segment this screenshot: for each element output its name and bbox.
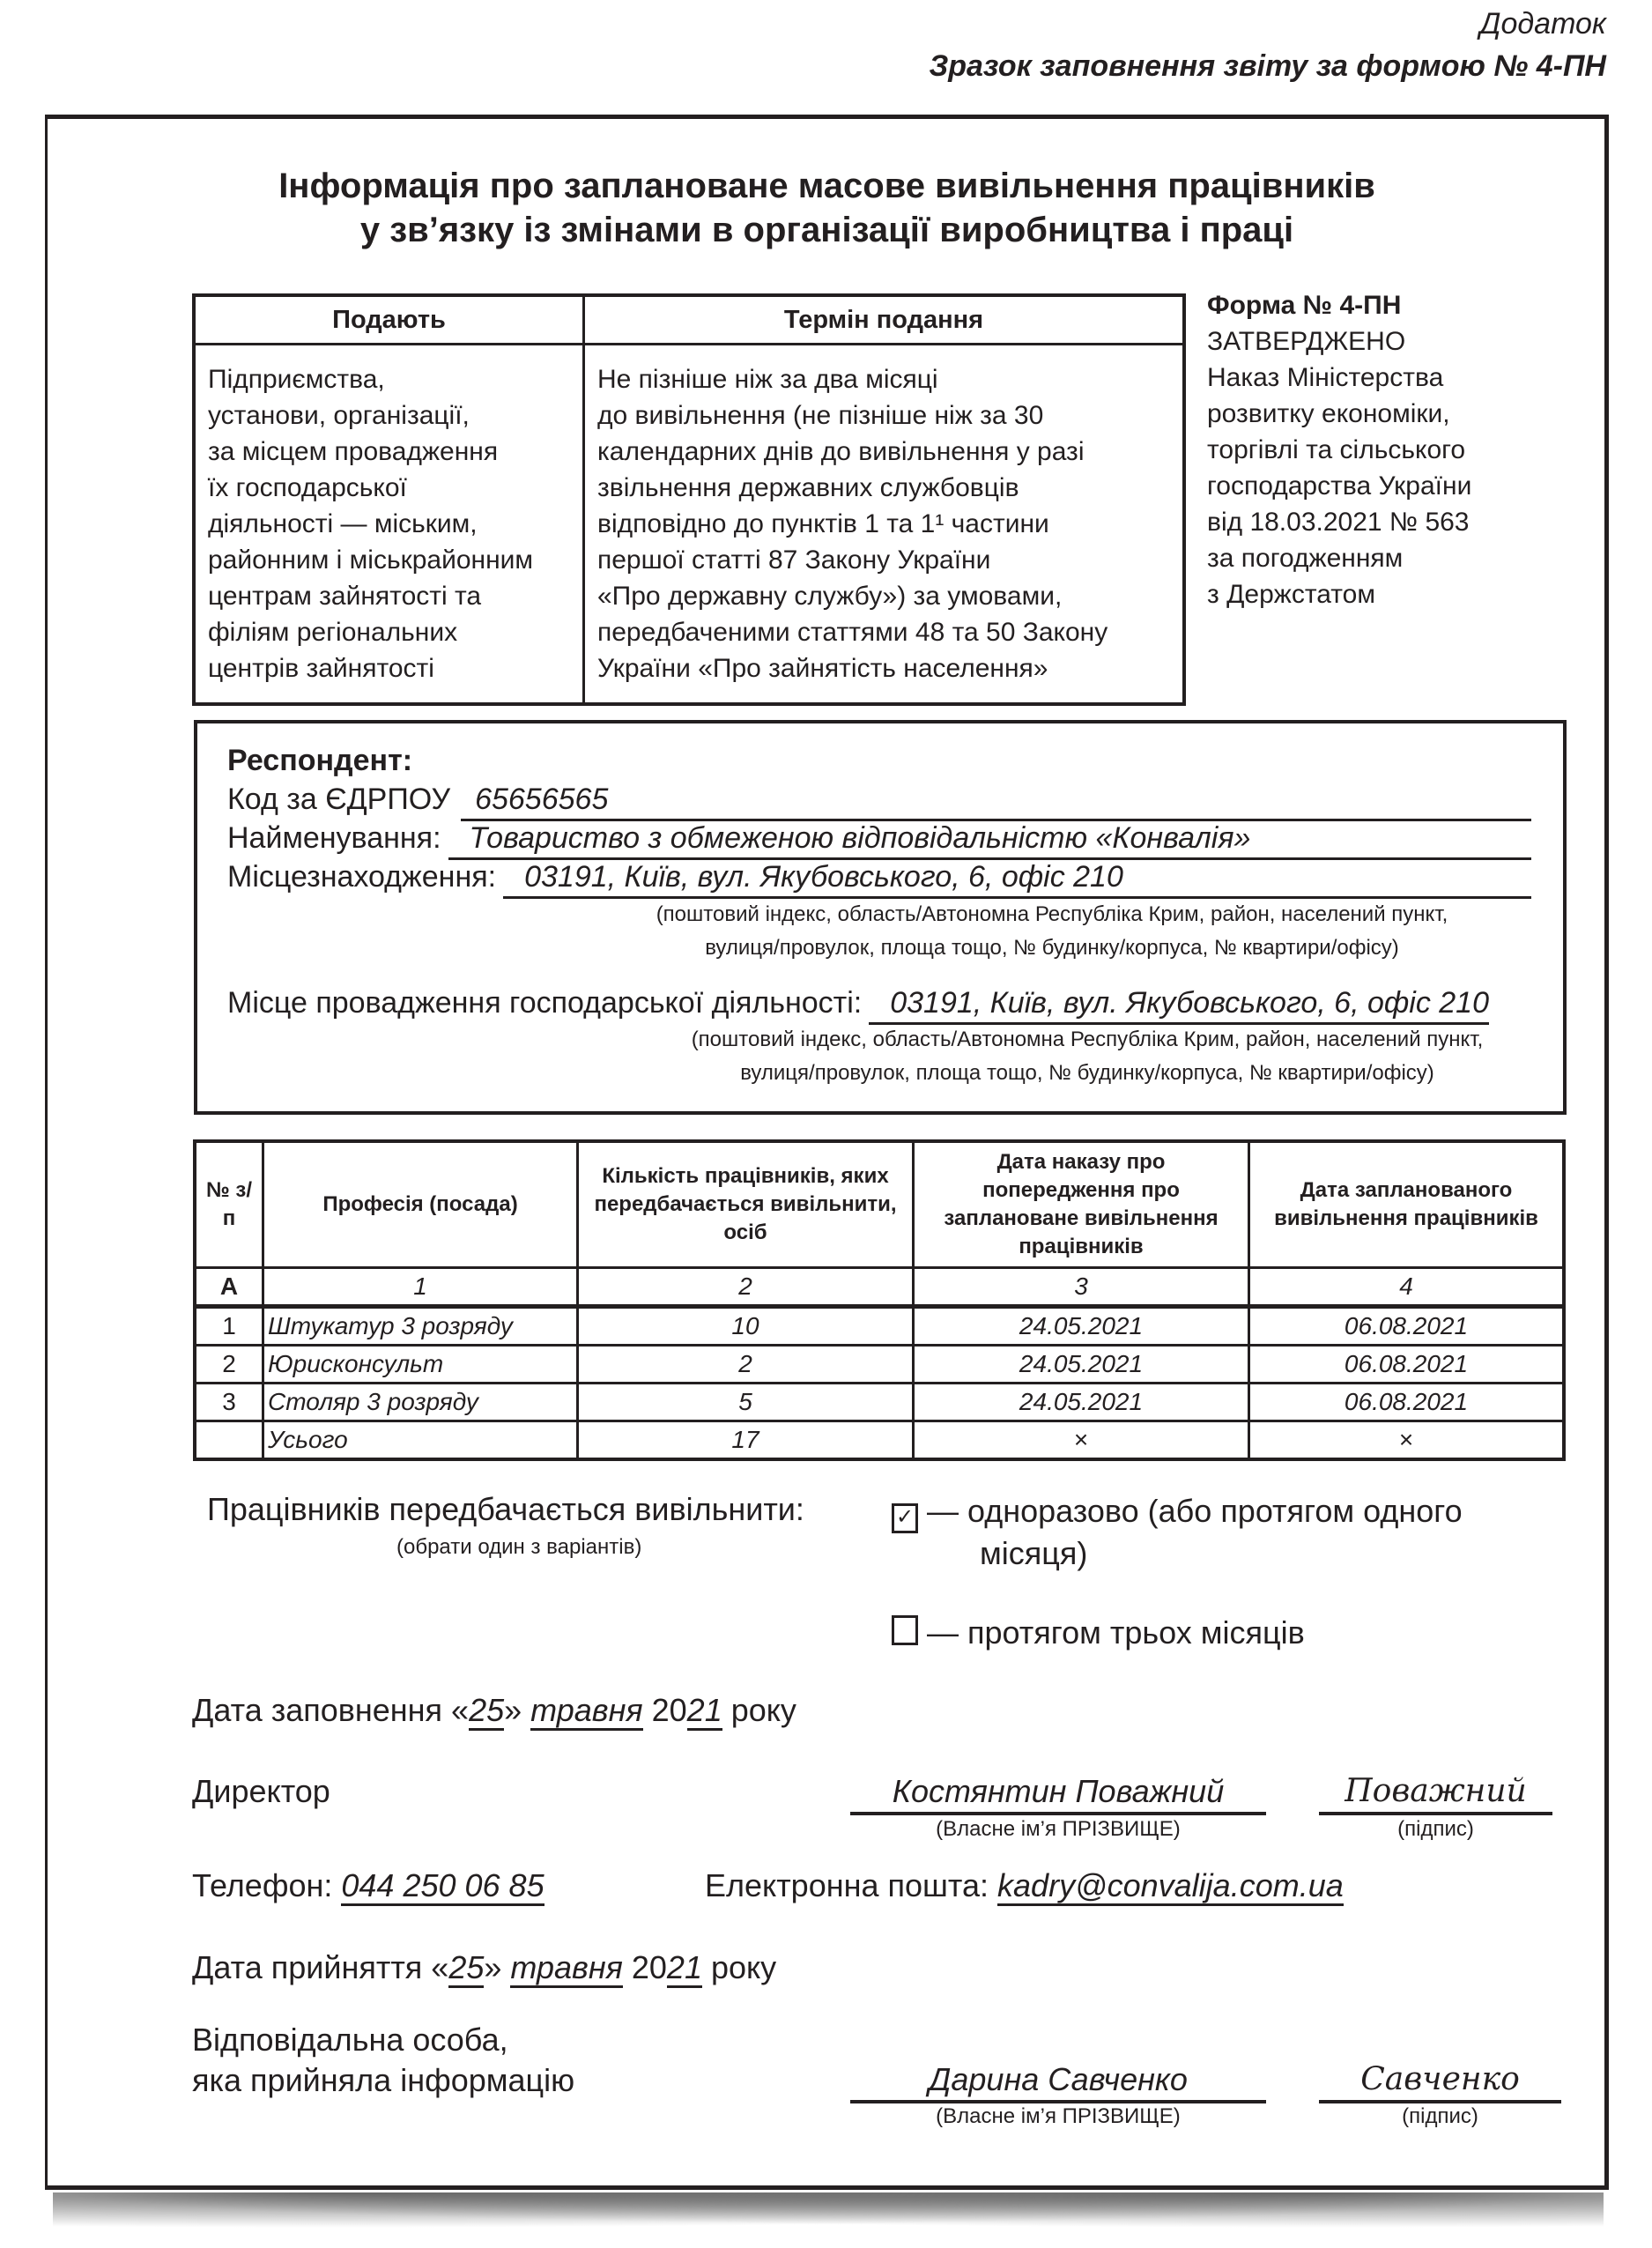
checkbox-empty-icon[interactable] (892, 1615, 918, 1645)
phone-value: 044 250 06 85 (341, 1867, 544, 1906)
respondent-section (194, 720, 1567, 1115)
header-deadline: Термін подання (584, 295, 1185, 345)
form-number: Форма № 4-ПН (1207, 291, 1402, 320)
layoff-table (193, 1139, 1566, 1461)
activity-field: Місце провадження господарської діяльності: 03191, Київ, вул. Якубовського, 6, офіс 210 (227, 983, 1489, 1025)
option-three-months[interactable]: — протягом трьох місяців (892, 1613, 1305, 1653)
sample-label: Зразок заповнення звіту за формою № 4-ПН (929, 49, 1606, 83)
header-who: Подають (194, 295, 584, 345)
director-signature: Поважний (1319, 1771, 1552, 1815)
page-title: Інформація про заплановане масове вивільнення працівників у зв’язку із змінами в організації виробництва і праці (278, 167, 1375, 249)
director-label: Директор (192, 1773, 330, 1809)
director-signature-caption: (підпис) (1397, 1817, 1474, 1841)
appendix-label: Додаток (1479, 7, 1606, 41)
edrpou-value: 65656565 (461, 780, 1531, 821)
activity-value: 03191, Київ, вул. Якубовського, 6, офіс 210 (869, 983, 1489, 1025)
layoff-mode-label: Працівників передбачається вивільнити: (207, 1491, 804, 1527)
who-cell: Підприємства, установи, організації, за місцем провадження їх господарської діяльності — міським, районним і міськрайонним центрам зайнятості та філіям регіональних центрів зайнятості (194, 345, 584, 705)
table-row: 1 Штукатур 3 розряду 10 24.05.2021 06.08.2021 (195, 1307, 1564, 1346)
col-profession: Професія (посада) (263, 1141, 578, 1268)
edrpou-field: Код за ЄДРПОУ 65656565 (227, 780, 1531, 821)
email-value: kadry@convalija.com.ua (997, 1867, 1344, 1906)
responsible-name-caption: (Власне ім’я ПРІЗВИЩЕ) (936, 2104, 1181, 2128)
director-name: Костянтин Поважний (850, 1771, 1266, 1815)
accept-date: Дата прийняття «25» травня 2021 року (192, 1948, 776, 1988)
option-one-time[interactable]: ✓ — одноразово (або протягом одного місяця) (892, 1491, 1463, 1574)
layoff-mode-hint: (обрати один з варіантів) (396, 1535, 642, 1559)
responsible-signature-caption: (підпис) (1402, 2104, 1478, 2128)
total-row: Усього 17 × × (195, 1421, 1564, 1460)
checkbox-checked-icon[interactable]: ✓ (892, 1503, 918, 1533)
name-value: Товариство з обмеженою відповідальністю «Конвалія» (448, 819, 1531, 860)
respondent-heading: Респондент: (227, 744, 413, 777)
responsible-name: Дарина Савченко (850, 2059, 1266, 2103)
location-value: 03191, Київ, вул. Якубовського, 6, офіс 210 (503, 857, 1531, 899)
submission-table (192, 293, 1186, 706)
fill-date: Дата заповнення «25» травня 2021 року (192, 1690, 796, 1731)
email-field: Електронна пошта: kadry@convalija.com.ua (705, 1866, 1344, 1906)
location-field: Місцезнаходження: 03191, Київ, вул. Якубовського, 6, офіс 210 (227, 857, 1531, 899)
responsible-signature: Савченко (1319, 2059, 1561, 2103)
director-name-caption: (Власне ім’я ПРІЗВИЩЕ) (936, 1817, 1181, 1841)
index-row: А 1 2 3 4 (195, 1268, 1564, 1307)
deadline-cell: Не пізніше ніж за два місяці до вивільнення (не пізніше ніж за 30 календарних днів до вивільнення у разі звільнення державних службовців відповідно до пунктів 1 та 1¹ частини першої статті 87 Закону України «Про державну службу») за умовами, передбаченими статтями 48 та 50 Закону України «Про зайнятість населення» (584, 345, 1185, 705)
responsible-label: Відповідальна особа, яка прийняла інформацію (192, 2022, 575, 2098)
col-number: № з/п (195, 1141, 263, 1268)
table-row: 2 Юрисконсульт 2 24.05.2021 06.08.2021 (195, 1346, 1564, 1384)
phone-field: Телефон: 044 250 06 85 (192, 1866, 544, 1906)
form-approval-info: Форма № 4-ПН ЗАТВЕРДЖЕНО Наказ Міністерства розвитку економіки, торгівлі та сільського господарства України від 18.03.2021 № 563 за погодженням з Держстатом (1207, 287, 1471, 612)
col-notice-date: Дата наказу про попередження про заплановане вивільнення працівників (914, 1141, 1249, 1268)
page-shadow (53, 2192, 1604, 2228)
col-count: Кількість працівників, яких передбачається вивільнити, осіб (578, 1141, 914, 1268)
activity-address-note: (поштовий індекс, область/Автономна Республіка Крим, район, населений пункт, вулиця/провулок, площа тощо, № будинку/корпуса, № квартири/офісу) (691, 1028, 1484, 1085)
name-field: Найменування: Товариство з обмеженою відповідальністю «Конвалія» (227, 819, 1531, 860)
col-layoff-date: Дата запланованого вивільнення працівників (1249, 1141, 1565, 1268)
address-note: (поштовий індекс, область/Автономна Республіка Крим, район, населений пункт, вулиця/провулок, площа тощо, № будинку/корпуса, № квартири/офісу) (656, 902, 1448, 960)
table-row: 3 Столяр 3 розряду 5 24.05.2021 06.08.2021 (195, 1384, 1564, 1421)
